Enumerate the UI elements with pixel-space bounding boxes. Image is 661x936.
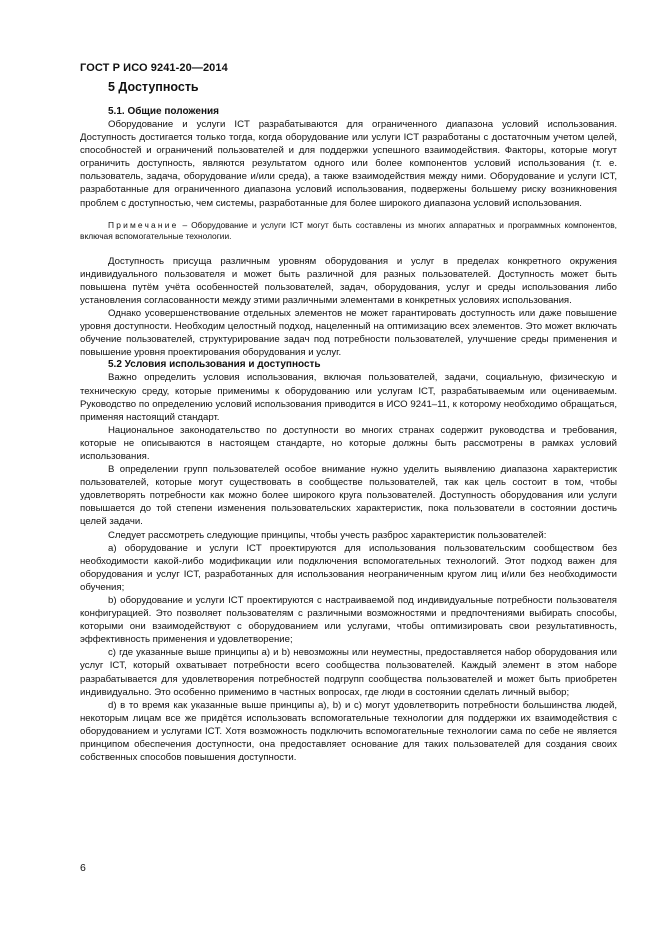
paragraph: Оборудование и услуги ICT разрабатываются для ограниченного диапазона условий использования. Доступность достигается только тогда, когда оборудование или услуги ICT разработаны с достаточным учетом целей, способностей и ограничений пользователей и для поддержки успешного взаимодействия. Факторы, которые могут ограничить доступность, являются результатом одного или более компонентов условий использования (т. е. пользователь, задача, оборудование и/или среда), а также взаимодействия между ними. Оборудование и услуги ICT, разработанные для ограниченного диапазона условий использования, подвержены большему риску возникновения проблем с доступностью, чем системы, разработанные для более широкого диапазона условий использования. xyxy=(80,119,617,209)
paragraph: В определении групп пользователей особое внимание нужно уделить выявлению диапазона характеристик пользователей, которые могут существовать в сообществе пользователей, так как цель состоит в том, чтобы удовлетворять потребности как можно более широкого круга пользователей. Доступность оборудования или услуги повышается до той степени изменения пользовательских характеристик, пока пользователи в состоянии достичь целей задачи. xyxy=(80,464,617,528)
list-item-c: c) где указанные выше принципы а) и b) невозможны или неуместны, предоставляется набор оборудования или услуг ICT, который охватывает потребности всего сообщества пользователей. Каждый элемент в этом наборе разрабатывается для удовлетворения потребностей подгрупп сообщества пользователей и может быть приобретен индивидуально. Это особенно применимо в частных вопросах, где люди в состоянии сделать личный выбор; xyxy=(80,647,617,698)
paragraph: Однако усовершенствование отдельных элементов не может гарантировать доступность или даже повышение уровня доступности. Необходим целостный подход, нацеленный на оптимизацию всех элементов. Это может включать обучение пользователей, структурирование задач под потребности пользователей, улучшение среды применения и повышение уровня проектирования оборудования и услуг. xyxy=(80,308,617,359)
list-item-a: а) оборудование и услуги ICT проектируются для использования пользовательским сообществом без необходимости какой-либо модификации или подключения вспомогательных технологий. Этот подход важен для оборудования и услуг ICT, разработанных для использования неограниченным кругом лиц и/или без необходимости обучения; xyxy=(80,542,617,593)
section-title: 5 Доступность xyxy=(108,80,199,94)
note-text: – Оборудование и услуги ICT могут быть составлены из многих аппаратных и программных компонентов, включая вспомогательные технологии. xyxy=(80,219,617,242)
subsection-heading-5-2: 5.2 Условия использования и доступность xyxy=(108,359,321,371)
page-number: 6 xyxy=(80,862,86,874)
paragraph: Доступность присуща различным уровням оборудования и услуг в пределах конкретного окружения индивидуального пользователя и может быть различной для разных пользователей. Доступность может быть повышена путём учёта особенностей пользователей, задач, оборудования, услуг и среды использования либо установления согласованности между этими различными элементами в конкретных условиях использования. xyxy=(80,255,617,306)
note-label: Примечание xyxy=(108,219,179,230)
paragraph: Важно определить условия использования, включая пользователей, задачи, социальную, физическую и техническую среду, которые применимы к оборудованию или услугам ICT, разрабатываемым или оцениваемым. Руководство по определению условий использования приводится в ИСО 9241–11, к которому необходимо обращаться, применяя настоящий стандарт. xyxy=(80,372,617,423)
subsection-heading-5-1: 5.1. Общие положения xyxy=(108,106,219,117)
paragraph: Национальное законодательство по доступности во многих странах содержит руководства и требования, которые не описываются в настоящем стандарте, но которые должны быть рассмотрены в рамках условий использования. xyxy=(80,424,617,462)
list-item-d: d) в то время как указанные выше принципы а), b) и c) могут удовлетворить потребности большинства людей, некоторым лицам все же придётся использовать вспомогательные технологии для поддержки их взаимодействия с оборудованием и услугами ICT. Хотя возможность подключить вспомогательные технологии сама по себе не является принципом обеспечения доступности, она предоставляет основание для таких пользователей для создания своих собственных способов повышения доступности. xyxy=(80,699,617,764)
list-item-b: b) оборудование и услуги ICT проектируются с настраиваемой под индивидуальные потребности пользователя конфигурацией. Это позволяет пользователям с различными возможностями и предпочтениями выбирать способы, которыми они взаимодействуют с оборудованием или услугами, чтобы оптимизировать свои результативность, эффективность применения и удовлетворение; xyxy=(80,595,617,646)
note xyxy=(80,220,617,243)
paragraph: Следует рассмотреть следующие принципы, чтобы учесть разброс характеристик пользователей: xyxy=(108,529,547,541)
document-header: ГОСТ Р ИСО 9241-20—2014 xyxy=(80,62,228,74)
